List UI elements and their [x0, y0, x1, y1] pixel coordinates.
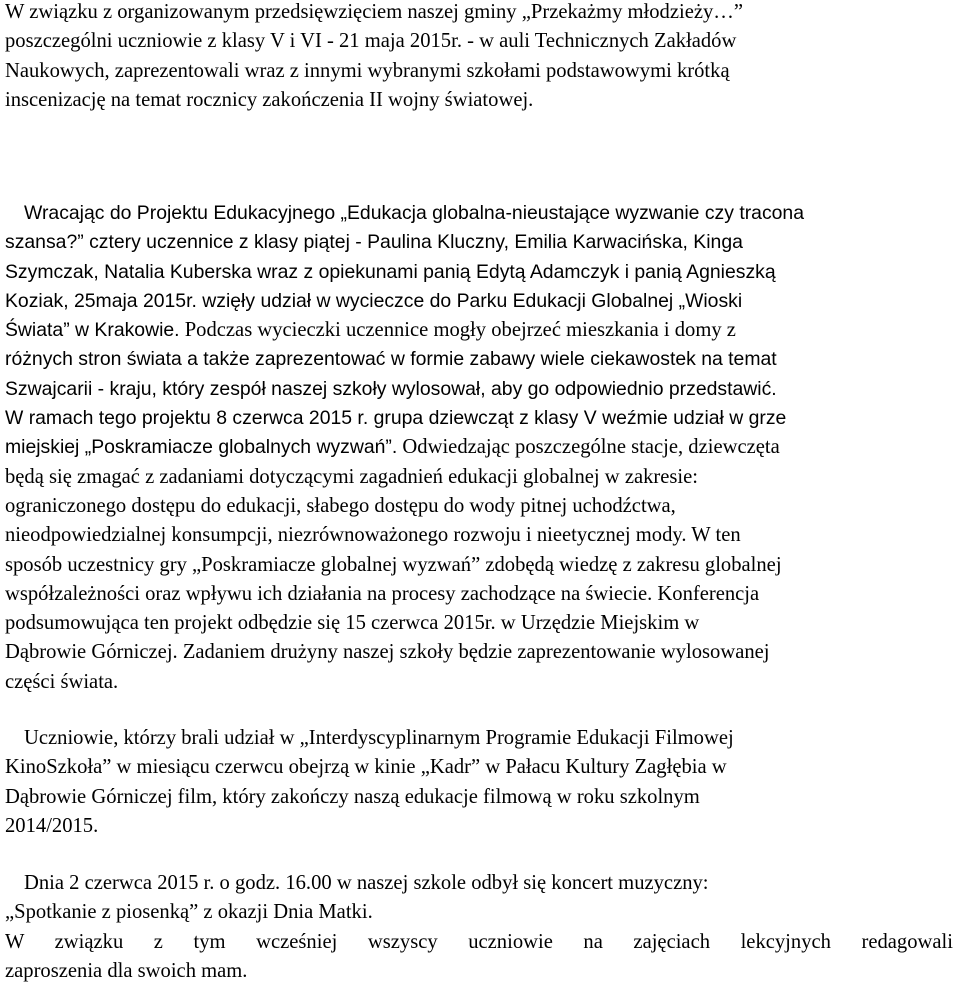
- paragraph-line: inscenizację na temat rocznicy zakończenia II wojny światowej.: [5, 88, 534, 111]
- paragraph-kinoszkola: [5, 724, 955, 841]
- paragraph-koncert-dzien-matki: [5, 869, 955, 986]
- paragraph-line: szansa?” cztery uczennice z klasy piątej - Paulina Kluczny, Emilia Karwacińska, Kinga: [5, 231, 743, 254]
- paragraph-line-mixed: [5, 433, 955, 462]
- paragraph-line: poszczególni uczniowie z klasy V i VI - 21 maja 2015r. - w auli Technicznych Zakładów: [5, 30, 737, 53]
- paragraph-line: Naukowych, zaprezentowali wraz z innymi wybranymi szkołami podstawowymi krótką: [5, 59, 730, 82]
- paragraph-line: części świata.: [5, 670, 119, 693]
- text-run-serif: Podczas wycieczki uczennice mogły obejrzeć mieszkania i domy z: [179, 319, 736, 342]
- paragraph-line: Dąbrowie Górniczej. Zadaniem drużyny naszej szkoły będzie zaprezentowanie wylosowanej: [5, 641, 770, 664]
- paragraph-line: podsumowująca ten projekt odbędzie się 15 czerwca 2015r. w Urzędzie Miejskim w: [5, 612, 700, 635]
- paragraph-line: „Spotkanie z piosenką” z okazji Dnia Matki.: [5, 901, 373, 924]
- paragraph-projekt-edukacyjny: [5, 199, 955, 697]
- paragraph-line: będą się zmagać z zadaniami dotyczącymi zagadnień edukacji globalnej w zakresie:: [5, 465, 698, 488]
- paragraph-line: Dąbrowie Górniczej film, który zakończy naszą edukacje filmową w roku szkolnym: [5, 785, 700, 808]
- paragraph-line: nieodpowiedzialnej konsumpcji, niezrównoważonego rozwoju i nieetycznej mody. W ten: [5, 524, 741, 547]
- paragraph-line: KinoSzkoła” w miesiącu czerwcu obejrzą w kinie „Kadr” w Pałacu Kultury Zagłębia w: [5, 756, 727, 779]
- paragraph-line: Dnia 2 czerwca 2015 r. o godz. 16.00 w naszej szkole odbył się koncert muzyczny:: [24, 872, 709, 894]
- paragraph-line: Koziak, 25maja 2015r. wzięły udział w wycieczce do Parku Edukacji Globalnej „Wioski: [5, 289, 743, 312]
- paragraph-line: współzależności oraz wpływu ich działania na procesy zachodzące na świecie. Konferencja: [5, 582, 760, 605]
- text-run-sans: Świata” w Krakowie.: [5, 319, 180, 342]
- paragraph-line-mixed: [5, 316, 955, 345]
- text-run-sans: miejskiej „Poskramiacze globalnych wyzwań”.: [5, 436, 398, 459]
- paragraph-line: różnych stron świata a także zaprezentować w formie zabawy wiele ciekawostek na temat: [5, 348, 777, 371]
- paragraph-line-justified: W związku z tym wcześniej wszyscy uczniowie na zajęciach lekcyjnych redagowali: [5, 930, 953, 953]
- paragraph-line: W ramach tego projektu 8 czerwca 2015 r. grupa dziewcząt z klasy V weźmie udział w grze: [5, 407, 787, 430]
- paragraph-line: ograniczonego dostępu do edukacji, słabego dostępu do wody pitnej uchodźctwa,: [5, 494, 676, 517]
- paragraph-line: Szwajcarii - kraju, który zespół naszej szkoły wylosował, aby go odpowiednio przedstawić.: [5, 377, 777, 400]
- paragraph-line: sposób uczestnicy gry „Poskramiacze globalnej wyzwań” zdobędą wiedzę z zakresu globalnej: [5, 553, 782, 576]
- paragraph-line: 2014/2015.: [5, 814, 99, 837]
- text-run-serif: Odwiedzając poszczególne stacje, dziewczęta: [397, 436, 780, 459]
- paragraph-line: Wracając do Projektu Edukacyjnego „Edukacja globalna-nieustające wyzwanie czy tracona: [24, 202, 804, 224]
- paragraph-przekazmy-mlodziezy: [5, 0, 955, 115]
- paragraph-line: W związku z organizowanym przedsięwzięciem naszej gminy „Przekażmy młodzieży…”: [5, 1, 744, 23]
- paragraph-line: zaproszenia dla swoich mam.: [5, 959, 248, 982]
- paragraph-line: Szymczak, Natalia Kuberska wraz z opiekunami panią Edytą Adamczyk i panią Agnieszką: [5, 260, 776, 283]
- paragraph-line: Uczniowie, którzy brali udział w „Interdyscyplinarnym Programie Edukacji Filmowej: [24, 727, 734, 749]
